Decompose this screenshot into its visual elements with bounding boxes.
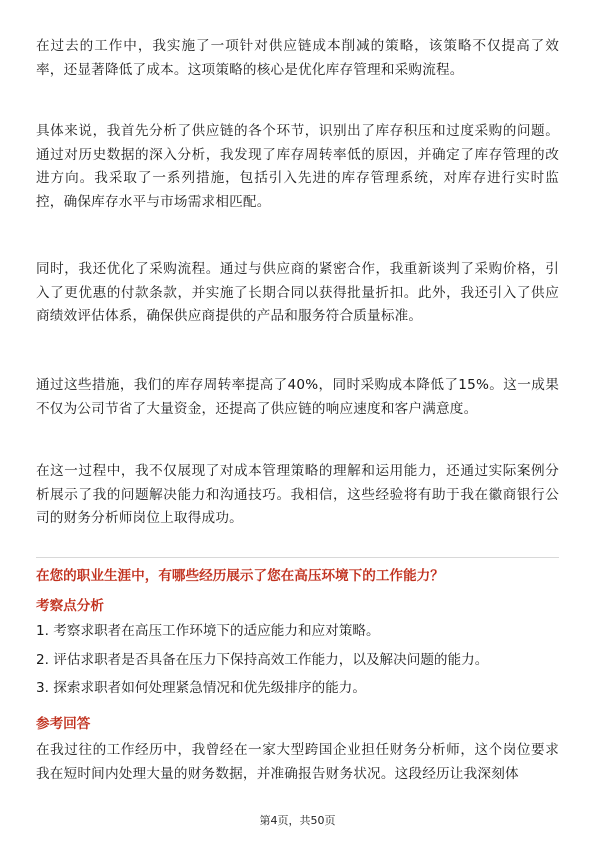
paragraph-results: 通过这些措施，我们的库存周转率提高了40%，同时采购成本降低了15%。这一成果不仅为公司节省了大量资金，还提高了供应链的响应速度和客户满意度。 [36, 377, 559, 417]
page-number: 第4页，共50页 [259, 814, 336, 827]
interview-question: 在您的职业生涯中，有哪些经历展示了您在高压环境下的工作能力？ [36, 568, 444, 584]
analysis-heading: 考察点分析 [36, 598, 104, 614]
analysis-item: 1. 考察求职者在高压工作环境下的适应能力和应对策略。 [36, 623, 380, 639]
paragraph-strategy-intro: 在过去的工作中，我实施了一项针对供应链成本削减的策略，该策略不仅提高了效率，还显著降低了成本。这项策略的核心是优化库存管理和采购流程。 [36, 38, 559, 78]
analysis-item: 3. 探索求职者如何处理紧急情况和优先级排序的能力。 [36, 680, 366, 696]
answer-heading: 参考回答 [36, 716, 91, 732]
section-divider [36, 557, 559, 558]
paragraph-procurement: 同时，我还优化了采购流程。通过与供应商的紧密合作，我重新谈判了采购价格，引入了更优惠的付款条款，并实施了长期合同以获得批量折扣。此外，我还引入了供应商绩效评估体系，确保供应商提供的产品和服务符合质量标准。 [36, 261, 559, 324]
answer-text: 在我过往的工作经历中，我曾经在一家大型跨国企业担任财务分析师，这个岗位要求我在短时间内处理大量的财务数据，并准确报告财务状况。这段经历让我深刻体 [36, 742, 559, 782]
analysis-list [36, 621, 559, 707]
paragraph-inventory-analysis: 具体来说，我首先分析了供应链的各个环节，识别出了库存积压和过度采购的问题。通过对历史数据的深入分析，我发现了库存周转率低的原因，并确定了库存管理的改进方向。我采取了一系列措施，包括引入先进的库存管理系统，对库存进行实时监控，确保库存水平与市场需求相匹配。 [36, 123, 559, 210]
analysis-item: 2. 评估求职者是否具备在压力下保持高效工作能力，以及解决问题的能力。 [36, 651, 489, 668]
paragraph-conclusion: 在这一过程中，我不仅展现了对成本管理策略的理解和运用能力，还通过实际案例分析展示了我的问题解决能力和沟通技巧。我相信，这些经验将有助于我在徽商银行公司的财务分析师岗位上取得成功。 [36, 463, 559, 526]
